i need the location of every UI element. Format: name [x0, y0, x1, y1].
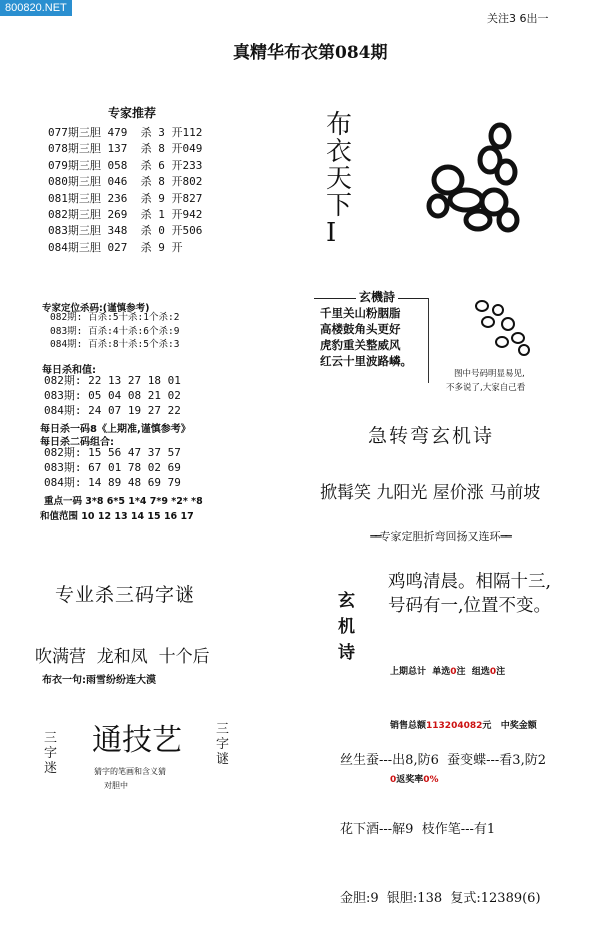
expert-row: 082期三胆 269 杀 1 开942: [48, 207, 203, 221]
one-code-line: 每日杀一码8《上期准,谨慎参考》: [40, 424, 191, 435]
two-code-heading: 每日杀二码组合:: [40, 437, 114, 448]
stats-text: 返奖率: [396, 775, 424, 785]
figure-note-line: 不多说了,大家自己看: [446, 383, 526, 393]
stats-win: 0: [390, 775, 397, 785]
stats-text: 注: [496, 667, 506, 677]
kill-row: 082期: 百杀:5十杀:1个杀:2: [50, 312, 180, 323]
poem-line: 千里关山粉胭脂: [320, 306, 401, 320]
main-title: 真精华布衣第084期: [233, 43, 388, 63]
vertical-char: 衣: [326, 137, 353, 167]
vertical-char: 字: [216, 737, 230, 752]
stats-line-1: [390, 663, 537, 681]
bottom-line: 金胆:9 银胆:138 复式:12389(6): [340, 891, 541, 906]
kill-list: [50, 313, 179, 354]
stats-single: 0: [450, 667, 457, 677]
buyi-line: 布衣一句:雨雪纷纷连大漠: [42, 675, 156, 686]
sum-row: 082期: 22 13 27 18 01: [44, 374, 181, 387]
expert-row: 079期三胆 058 杀 6 开233: [48, 158, 203, 172]
stats-rate: 0%: [423, 775, 439, 785]
xuanji-poem-title: 玄機詩: [356, 288, 398, 305]
expert-row: 081期三胆 236 杀 9 开827: [48, 191, 203, 205]
vertical-char: 迷: [44, 761, 58, 776]
stats-text: 上期总计 单选: [390, 667, 451, 677]
bottom-line: 花下酒---解9 枝作笔---有1: [340, 822, 496, 837]
stats-text: 销售总额: [390, 721, 427, 731]
figure-note-line: 图中号码明显易见,: [454, 369, 525, 379]
poem-main: [388, 570, 551, 618]
small-note: [94, 765, 166, 793]
expert-row: 083期三胆 348 杀 0 开506: [48, 224, 203, 238]
ring-chain-figure: [418, 120, 533, 240]
ji-title: 急转弯玄机诗: [368, 425, 495, 447]
kill-heading: 专家定位杀码:(谨慎参考): [42, 303, 150, 314]
poem-main-line: 号码有一,位置不变。: [388, 596, 552, 616]
bottom-line: 丝生蚕---出8,防6 蚕变蝶---看3,防2: [340, 753, 546, 768]
small-note-line: 对胆中: [104, 781, 128, 790]
riddle-left-title: 专业杀三码字谜: [55, 584, 196, 606]
ji-items: 掀髯笑 九阳光 屋价涨 马前坡: [320, 483, 541, 503]
riddle-head: 专家定胆折弯回扬又连环: [379, 530, 501, 543]
poem-line: 红云十里波路嶙。: [320, 354, 412, 368]
expert-row: 078期三胆 137 杀 8 开049: [48, 142, 203, 156]
poem-line: 虎豹重关整威风: [320, 338, 401, 352]
watermark-badge: 800820.NET: [0, 0, 72, 16]
two-code-list: [44, 447, 181, 492]
dash-left: ══: [370, 530, 380, 543]
stats-text: 元 中奖金额: [482, 721, 537, 731]
stats-group: 0: [489, 667, 497, 677]
two-code-row: 084期: 14 89 48 69 79: [44, 476, 181, 489]
stats-amount: 113204082: [426, 721, 483, 731]
vertical-char: 布: [326, 110, 353, 140]
sum-list: [44, 375, 181, 420]
riddle-line: 吹满营 龙和凤 十个后: [35, 647, 210, 667]
key-code-line: 重点一码 3*8 6*5 1*4 7*9 *2* *8: [44, 496, 203, 507]
kill-row: 084期: 百杀:8十杀:5个杀:3: [50, 339, 180, 350]
vertical-char: I: [326, 218, 337, 248]
sum-row: 084期: 24 07 19 27 22: [44, 404, 181, 417]
vertical-char: 玄: [338, 591, 355, 611]
vertical-char: 谜: [216, 752, 230, 767]
kill-row: 083期: 百杀:4十杀:6个杀:9: [50, 325, 180, 337]
corner-note: 关注3 6出一: [487, 12, 549, 25]
small-ring-figure: [468, 296, 538, 358]
poem-main-line: 鸡鸣清晨。相隔十三,: [388, 572, 552, 592]
expert-heading: 专家推荐: [108, 106, 157, 120]
vertical-char: 三: [216, 722, 230, 737]
bottom-lines: [340, 703, 546, 933]
expert-list: [48, 127, 202, 258]
expert-row: 077期三胆 479 杀 3 开112: [48, 126, 203, 139]
riddle-head-box: [340, 528, 540, 544]
expert-row: 084期三胆 027 杀 9 开: [48, 240, 183, 254]
small-note-line: 猜字的笔画和含义猜: [94, 767, 166, 776]
three-riddle-left: [44, 731, 57, 776]
poem-right-rule: [428, 298, 429, 383]
sum-heading: 每日杀和值:: [42, 365, 96, 376]
three-riddle-right: [216, 722, 229, 767]
vertical-char: 机: [338, 617, 355, 637]
vertical-char: 诗: [338, 643, 355, 663]
xuanji-vertical: [338, 588, 355, 666]
buyi-vertical-title: [326, 112, 352, 247]
vertical-char: 天: [326, 164, 353, 194]
sum-row: 083期: 05 04 08 21 02: [44, 389, 181, 402]
stats-text: 注 组选: [456, 667, 490, 677]
two-code-row: 083期: 67 01 78 02 69: [44, 461, 181, 474]
big-word: 通技艺: [92, 723, 182, 758]
poem-line: 高楼鼓角头更好: [320, 322, 401, 336]
expert-row: 080期三胆 046 杀 8 开802: [48, 175, 203, 189]
two-code-row: 082期: 15 56 47 37 57: [44, 446, 181, 459]
sum-range-line: 和值范围 10 12 13 14 15 16 17: [40, 511, 194, 522]
vertical-char: 字: [44, 746, 58, 761]
dash-right: ══: [500, 530, 510, 543]
vertical-char: 三: [44, 731, 58, 746]
vertical-char: 下: [326, 191, 353, 221]
figure-note: [446, 367, 526, 395]
xuanji-poem: [320, 305, 412, 369]
